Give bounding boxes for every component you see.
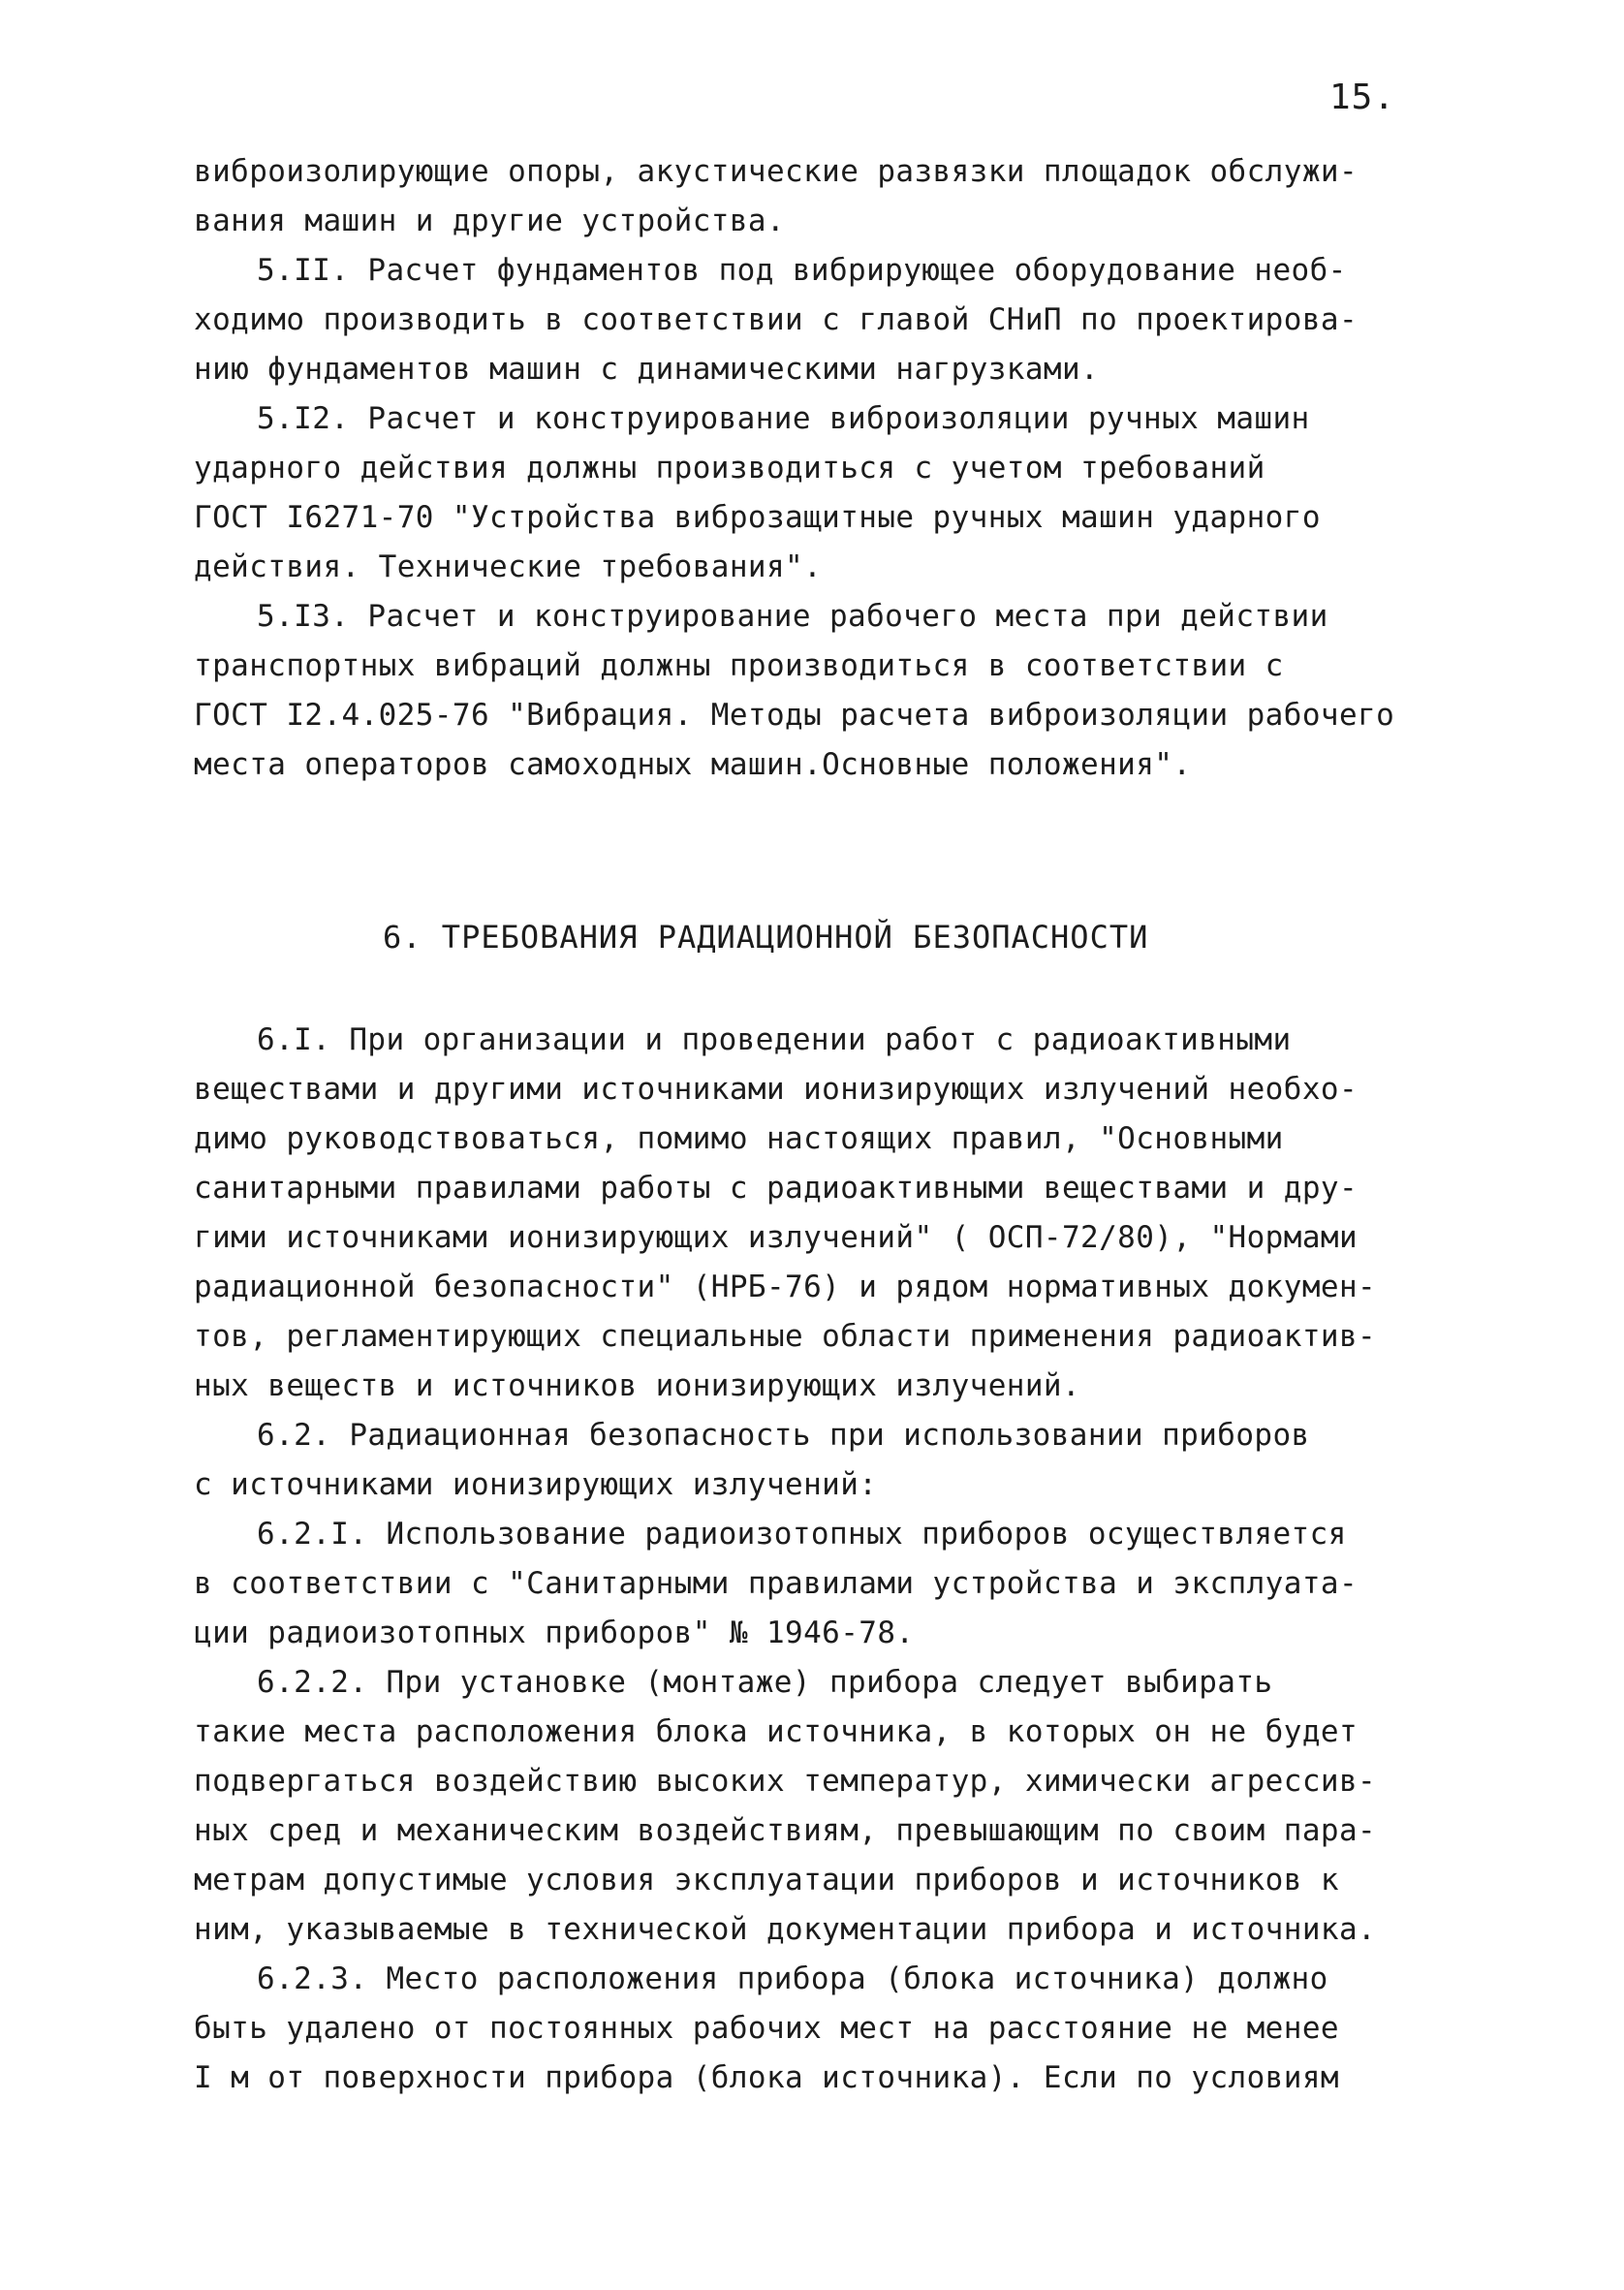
text-line: транспортных вибраций должны производиться в соответствии с — [194, 648, 1284, 683]
text-line: места операторов самоходных машин.Основные положения". — [194, 747, 1192, 782]
paragraph-5-12-start: 5.I2. Расчет и конструирование виброизоляции ручных машин — [257, 401, 1310, 436]
text-line: действия. Технические требования". — [194, 549, 823, 584]
section-6-heading: 6. ТРЕБОВАНИЯ РАДИАЦИОННОЙ БЕЗОПАСНОСТИ — [383, 919, 1149, 956]
text-line: I м от поверхности прибора (блока источника). Если по условиям — [194, 2060, 1339, 2095]
page-number: 15. — [1329, 78, 1396, 117]
text-line: ции радиоизотопных приборов" № 1946-78. — [194, 1616, 915, 1650]
text-line: тов, регламентирующих специальные области применения радиоактив- — [194, 1319, 1377, 1354]
text-line: метрам допустимые условия эксплуатации приборов и источников к — [194, 1863, 1339, 1898]
text-line: ных веществ и источников ионизирующих излучений. — [194, 1368, 1081, 1403]
paragraph-6-2-1-start: 6.2.I. Использование радиоизотопных приборов осуществляется — [257, 1517, 1347, 1552]
text-line: ГОСТ I2.4.025-76 "Вибрация. Методы расчета виброизоляции рабочего — [194, 698, 1395, 733]
text-line: ГОСТ I6271-70 "Устройства виброзащитные ручных машин ударного — [194, 500, 1321, 535]
text-line: нию фундаментов машин с динамическими нагрузками. — [194, 352, 1100, 387]
text-line: санитарными правилами работы с радиоактивными веществами и дру- — [194, 1171, 1359, 1206]
text-line: димо руководствоваться, помимо настоящих правил, "Основными — [194, 1121, 1284, 1156]
text-line: ударного действия должны производиться с учетом требований — [194, 451, 1265, 486]
paragraph-6-2-start: 6.2. Радиационная безопасность при использовании приборов — [257, 1418, 1310, 1453]
text-line: быть удалено от постоянных рабочих мест на расстояние не менее — [194, 2011, 1339, 2046]
paragraph-6-2-3-start: 6.2.3. Место расположения прибора (блока источника) должно — [257, 1961, 1328, 1996]
text-line: ходимо производить в соответствии с главой СНиП по проектирова- — [194, 302, 1359, 337]
text-line: веществами и другими источниками ионизирующих излучений необхо- — [194, 1072, 1359, 1107]
paragraph-6-1-start: 6.I. При организации и проведении работ с радиоактивными — [257, 1022, 1292, 1057]
text-line: подвергаться воздействию высоких температур, химически агрессив- — [194, 1764, 1377, 1799]
text-line: виброизолирующие опоры, акустические развязки площадок обслужи- — [194, 154, 1359, 189]
text-line: такие места расположения блока источника, в которых он не будет — [194, 1714, 1359, 1749]
paragraph-6-2-2-start: 6.2.2. При установке (монтаже) прибора следует выбирать — [257, 1665, 1273, 1700]
text-line: радиационной безопасности" (НРБ-76) и рядом нормативных докумен- — [194, 1270, 1377, 1304]
text-line: с источниками ионизирующих излучений: — [194, 1467, 878, 1502]
text-line: ных сред и механическим воздействиям, превышающим по своим пара- — [194, 1813, 1377, 1848]
text-line: ним, указываемые в технической документации прибора и источника. — [194, 1912, 1377, 1947]
paragraph-5-11-start: 5.II. Расчет фундаментов под вибрирующее оборудование необ- — [257, 253, 1347, 288]
text-line: гими источниками ионизирующих излучений" ( ОСП-72/80), "Нормами — [194, 1220, 1359, 1255]
text-line: вания машин и другие устройства. — [194, 204, 786, 238]
section-5-text — [194, 147, 1512, 790]
section-6-text — [194, 1016, 1512, 2103]
paragraph-5-13-start: 5.I3. Расчет и конструирование рабочего места при действии — [257, 599, 1328, 634]
text-line: в соответствии с "Санитарными правилами устройства и эксплуата- — [194, 1566, 1359, 1601]
